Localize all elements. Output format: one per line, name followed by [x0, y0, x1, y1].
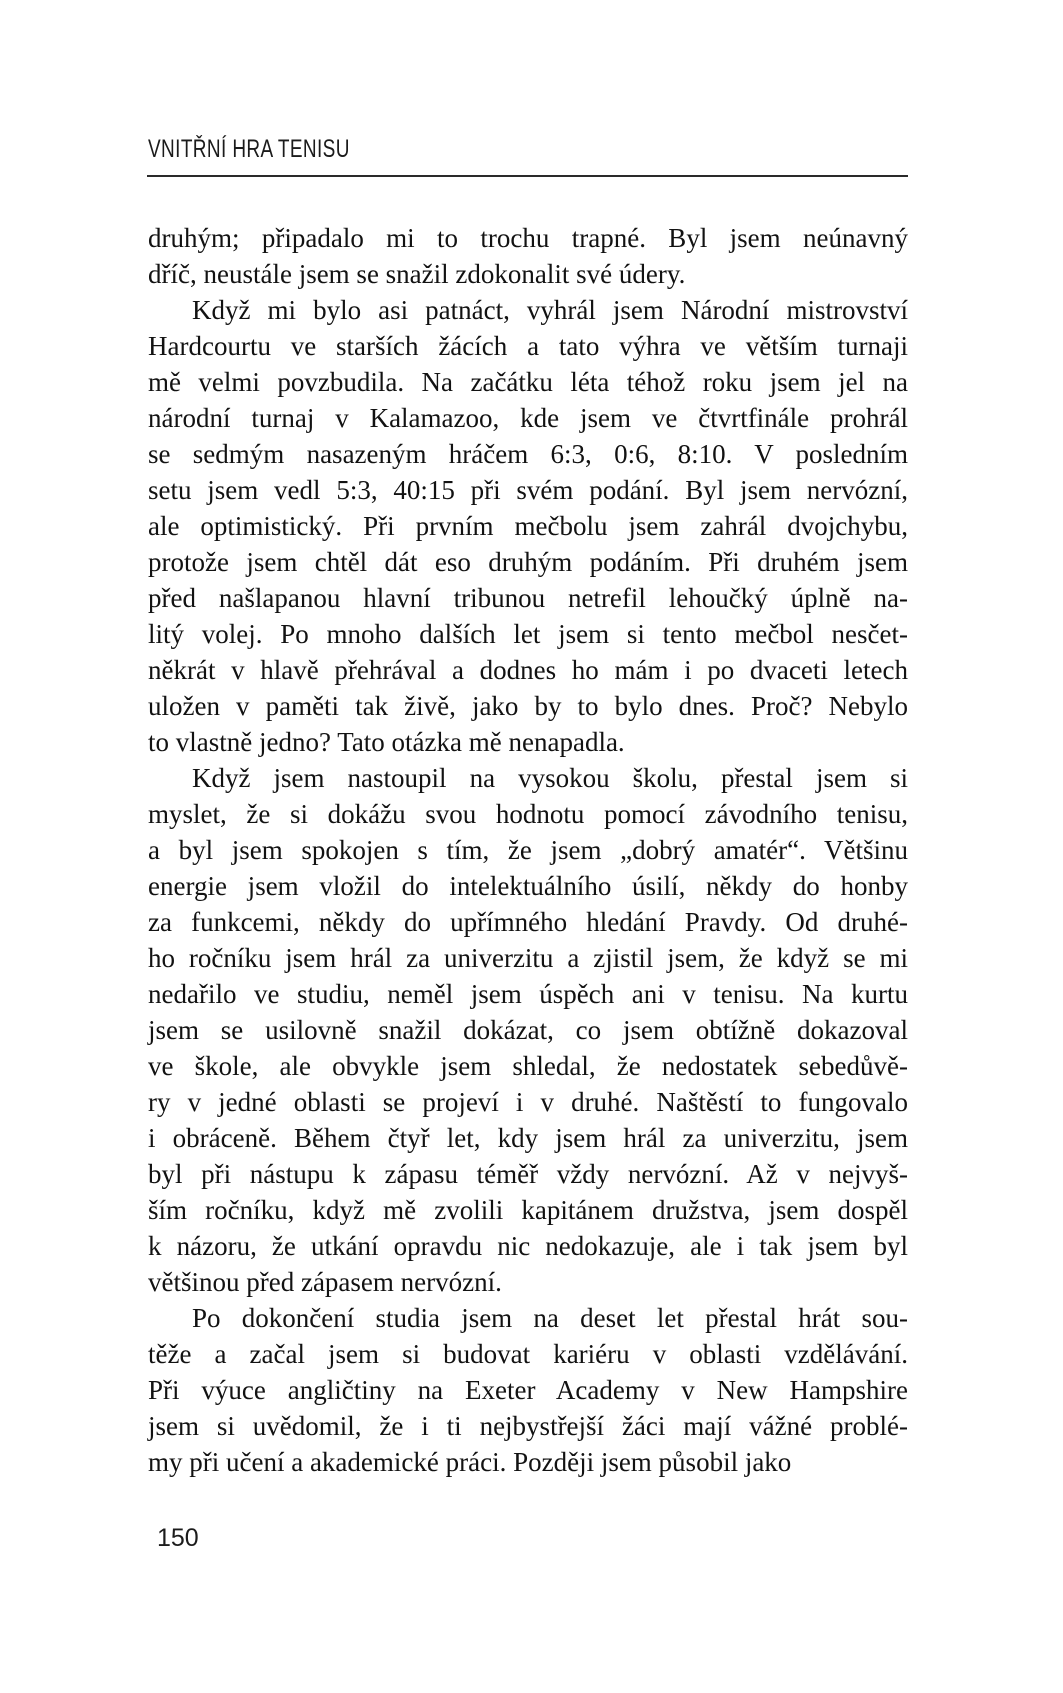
- text-line: ale optimistický. Při prvním mečbolu jsem zahrál dvojchybu,: [148, 511, 908, 541]
- page-body: [148, 220, 908, 1480]
- header-rule: [147, 175, 908, 177]
- text-line: litý volej. Po mnoho dalších let jsem si tento mečbol nesčet-: [148, 619, 908, 649]
- paragraph: [148, 1300, 908, 1480]
- text-line: my při učení a akademické práci. Později jsem působil jako: [148, 1447, 792, 1477]
- text-line: většinou před zápasem nervózní.: [148, 1267, 502, 1297]
- text-line: byl při nástupu k zápasu téměř vždy nervózní. Až v nejvyš-: [148, 1159, 908, 1189]
- text-line: setu jsem vedl 5:3, 40:15 při svém podání. Byl jsem nervózní,: [148, 475, 908, 505]
- text-line: před našlapanou hlavní tribunou netrefil lehoučký úplně na-: [148, 583, 908, 613]
- text-line: dříč, neustále jsem se snažil zdokonalit své údery.: [148, 259, 686, 289]
- text-line: jsem si uvědomil, že i ti nejbystřejší žáci mají vážné problé-: [148, 1411, 908, 1441]
- text-line: k názoru, že utkání opravdu nic nedokazuje, ale i tak jsem byl: [148, 1231, 908, 1261]
- text-line: Po dokončení studia jsem na deset let přestal hrát sou-: [192, 1303, 908, 1333]
- text-line: protože jsem chtěl dát eso druhým podáním. Při druhém jsem: [148, 547, 908, 577]
- text-line: Hardcourtu ve starších žácích a tato výhra ve větším turnaji: [148, 331, 908, 361]
- text-line: ho ročníku jsem hrál za univerzitu a zjistil jsem, že když se mi: [148, 943, 908, 973]
- text-line: za funkcemi, někdy do upřímného hledání Pravdy. Od druhé-: [148, 907, 908, 937]
- text-line: národní turnaj v Kalamazoo, kde jsem ve čtvrtfinále prohrál: [148, 403, 908, 433]
- paragraph: [148, 292, 908, 760]
- text-line: jsem se usilovně snažil dokázat, co jsem obtížně dokazoval: [148, 1015, 908, 1045]
- text-line: ším ročníku, když mě zvolili kapitánem družstva, jsem dospěl: [148, 1195, 908, 1225]
- text-line: ry v jedné oblasti se projeví i v druhé. Naštěstí to fungovalo: [148, 1087, 908, 1117]
- running-header: VNITŘNÍ HRA TENISU: [148, 135, 350, 163]
- text-line: těže a začal jsem si budovat kariéru v oblasti vzdělávání.: [148, 1339, 908, 1369]
- paragraph: [148, 760, 908, 1300]
- text-line: uložen v paměti tak živě, jako by to bylo dnes. Proč? Nebylo: [148, 691, 908, 721]
- text-line: i obráceně. Během čtyř let, kdy jsem hrál za univerzitu, jsem: [148, 1123, 908, 1153]
- text-line: to vlastně jedno? Tato otázka mě nenapadla.: [148, 727, 625, 757]
- text-line: druhým; připadalo mi to trochu trapné. Byl jsem neúnavný: [148, 223, 908, 253]
- text-line: Když jsem nastoupil na vysokou školu, přestal jsem si: [192, 763, 908, 793]
- text-line: energie jsem vložil do intelektuálního úsilí, někdy do honby: [148, 871, 908, 901]
- text-line: někrát v hlavě přehrával a dodnes ho mám i po dvaceti letech: [148, 655, 908, 685]
- text-line: se sedmým nasazeným hráčem 6:3, 0:6, 8:10. V posledním: [148, 439, 908, 469]
- text-line: ve škole, ale obvykle jsem shledal, že nedostatek sebedůvě-: [148, 1051, 908, 1081]
- page-number: 150: [157, 1524, 199, 1552]
- text-line: Když mi bylo asi patnáct, vyhrál jsem Národní mistrovství: [192, 295, 908, 325]
- text-line: nedařilo ve studiu, neměl jsem úspěch ani v tenisu. Na kurtu: [148, 979, 908, 1009]
- text-line: myslet, že si dokážu svou hodnotu pomocí závodního tenisu,: [148, 799, 908, 829]
- text-line: Při výuce angličtiny na Exeter Academy v New Hampshire: [148, 1375, 908, 1405]
- text-line: mě velmi povzbudila. Na začátku léta téhož roku jsem jel na: [148, 367, 908, 397]
- paragraph: [148, 220, 908, 292]
- text-line: a byl jsem spokojen s tím, že jsem „dobrý amatér“. Většinu: [148, 835, 908, 865]
